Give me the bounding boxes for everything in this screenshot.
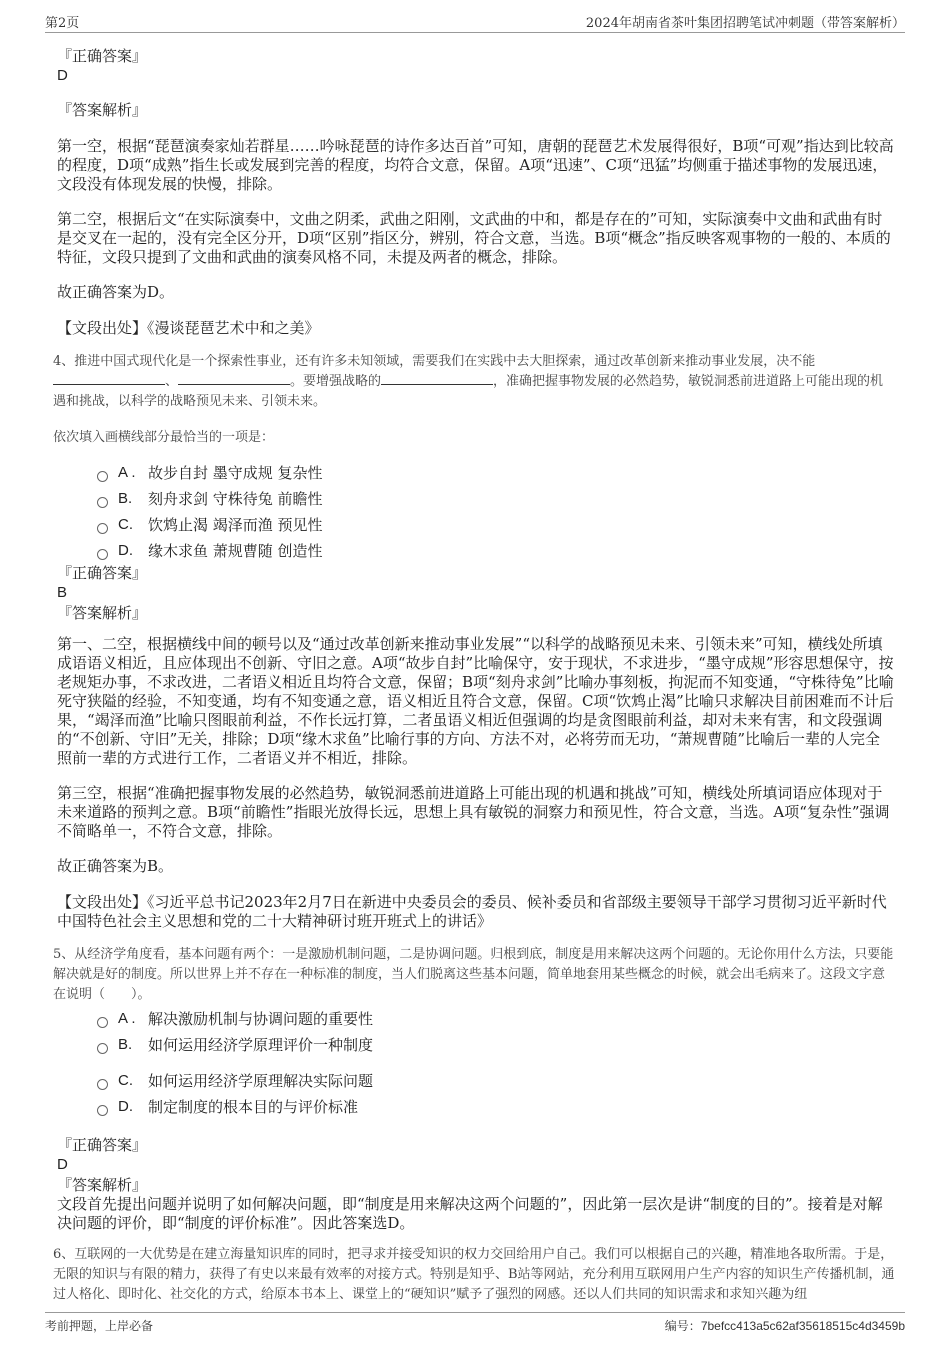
footer-code: 编号：7befcc413a5c62af35618515c4d3459b [664, 1319, 905, 1333]
radio-icon[interactable] [97, 1105, 108, 1116]
q4-analysis-p2: 第三空，根据“准确把握事物发展的必然趋势，敏锐洞悉前进道路上可能出现的机遇和挑战”可知，横线处所填词语应体现对于未来道路的预判之意。B项“前瞻性”指眼光放得长远，思想上具有敏锐的洞察力和预见性，符合文意，当选。A项“复杂性”强调不简略单一，不符合文意，排除。 [57, 784, 890, 840]
q5-analysis: 文段首先提出问题并说明了如何解决问题，即“制度是用来解决这两个问题的”，因此第一层次是讲“制度的目的”。接着是对解决问题的评价，即“制度的评价标准”。因此答案选D。 [57, 1195, 883, 1232]
q4-option-d[interactable]: D. 缘木求鱼 萧规曹随 创造性 [97, 541, 895, 561]
q5-option-c[interactable]: C. 如何运用经济学原理解决实际问题 [97, 1071, 895, 1091]
page-footer [45, 1312, 905, 1338]
main-content [53, 46, 895, 1305]
radio-icon[interactable] [97, 1079, 108, 1090]
q3-answer: D [57, 67, 68, 84]
q5-options [57, 1009, 895, 1117]
q4-options [57, 463, 895, 561]
q3-source: 【文段出处】《漫谈琵琶艺术中和之美》 [57, 319, 320, 337]
radio-icon[interactable] [97, 1017, 108, 1028]
q4-instruction: 依次填入画横线部分最恰当的一项是： [53, 430, 275, 445]
q5-correct-label: 『正确答案』 [57, 1136, 148, 1154]
radio-icon[interactable] [97, 1043, 108, 1054]
q6-stem: 6、互联网的一大优势是在建立海量知识库的同时，把寻求并接受知识的权力交回给用户自己。我们可以根据自己的兴趣，精准地各取所需。于是，无限的知识与有限的精力，获得了有史以来最有效率的对接方式。特别是知乎、B站等网站，充分利用互联网用户生产内容的知识生产传播机制，通过人格化、即时化、社交化的方式，给原本书本上、课堂上的“硬知识”赋予了强烈的网感。还以人们共同的知识需求和求知兴趣为纽 [53, 1247, 895, 1302]
q5-option-a[interactable]: A . 解决激励机制与协调问题的重要性 [97, 1009, 895, 1029]
q4-answer: B [57, 584, 68, 601]
radio-icon[interactable] [97, 497, 108, 508]
q4-analysis-label: 『答案解析』 [57, 604, 148, 622]
q3-analysis-p2: 第二空，根据后文“在实际演奏中，文曲之阴柔，武曲之阳刚，文武曲的中和，都是存在的”可知，实际演奏中文曲和武曲有时是交叉在一起的，没有完全区分开，D项“区别”指区分，辨别，符合文意，当选。B项“概念”指反映客观事物的一般的、本质的特征，文段只提到了文曲和武曲的演奏风格不同，未提及两者的概念，排除。 [57, 210, 891, 266]
q5-stem: 5、从经济学角度看，基本问题有两个：一是激励机制问题，二是协调问题。归根到底，制度是用来解决这两个问题的。无论你用什么方法，只要能解决就是好的制度。所以世界上并不存在一种标准的制度，当人们脱离这些基本问题，简单地套用某些概念的时候，就会出毛病来了。这段文字意在说明（ ）。 [53, 947, 894, 1002]
q4-blank-1 [53, 372, 165, 385]
radio-icon[interactable] [97, 471, 108, 482]
q4-blank-3 [381, 372, 493, 385]
q5-analysis-label: 『答案解析』 [57, 1176, 148, 1194]
page-number: 第2页 [45, 16, 80, 31]
q4-source: 【文段出处】《习近平总书记2023年2月7日在新进中央委员会的委员、候补委员和省部级主要领导干部学习贯彻习近平新时代中国特色社会主义思想和党的二十大精神研讨班开班式上的讲话》 [57, 893, 887, 930]
document-title: 2024年胡南省茶叶集团招聘笔试冲刺题（带答案解析） [585, 16, 905, 31]
q3-analysis-label: 『答案解析』 [57, 101, 148, 119]
q4-correct-label: 『正确答案』 [57, 564, 148, 582]
q4-option-b[interactable]: B. 刻舟求剑 守株待兔 前瞻性 [97, 489, 895, 509]
q4-option-c[interactable]: C. 饮鸩止渴 竭泽而渔 预见性 [97, 515, 895, 535]
radio-icon[interactable] [97, 549, 108, 560]
q4-blank-2 [178, 372, 290, 385]
q3-correct-label: 『正确答案』 [57, 47, 148, 65]
q4-conclusion: 故正确答案为B。 [57, 857, 174, 875]
q5-option-b[interactable]: B. 如何运用经济学原理评价一种制度 [97, 1035, 895, 1055]
radio-icon[interactable] [97, 523, 108, 534]
q3-conclusion: 故正确答案为D。 [57, 283, 175, 301]
q4-stem: 4、推进中国式现代化是一个探索性事业，还有许多未知领域，需要我们在实践中去大胆探索，通过改革创新来推动事业发展，决不能 、 。要增强战略的 ，准确把握事物发展的必然趋势，敏锐洞悉前进道路上可能出现的机遇和挑战，以科学的战略预见未来、引领未来。 [53, 354, 884, 409]
q5-option-d[interactable]: D. 制定制度的根本目的与评价标准 [97, 1097, 895, 1117]
page-header [45, 12, 905, 33]
q4-option-a[interactable]: A . 故步自封 墨守成规 复杂性 [97, 463, 895, 483]
footer-slogan: 考前押题，上岸必备 [45, 1319, 154, 1333]
q4-analysis-p1: 第一、二空，根据横线中间的顿号以及“通过改革创新来推动事业发展”“以科学的战略预见未来、引领未来”可知，横线处所填成语语义相近，且应体现出不创新、守旧之意。A项“故步自封”比喻保守，安于现状，不求进步，“墨守成规”形容思想保守，按老规矩办事，不求改进，二者语义相近且均符合文意，保留；B项“刻舟求剑”比喻办事刻板，拘泥而不知变通，“守株待兔”比喻死守狭隘的经验，不知变通，均有不知变通之意，语义相近且符合文意，保留。C项“饮鸩止渴”比喻只求解决目前困难而不计后果，“竭泽而渔”比喻只图眼前利益，不作长远打算，二者虽语义相近但强调的均是贪图眼前利益，却对未来有害，和文段强调的“不创新、守旧”无关，排除；D项“缘木求鱼”比喻行事的方向、方法不对，必将劳而无功，“萧规曹随”比喻后一辈的人完全照前一辈的方式进行工作，二者语义并不相近，排除。 [57, 635, 894, 767]
q3-analysis-p1: 第一空，根据“琵琶演奏家灿若群星……吟咏琵琶的诗作多达百首”可知，唐朝的琵琶艺术发展得很好，B项“可观”指达到比较高的程度，D项“成熟”指生长或发展到完善的程度，均符合文意，保留。A项“迅速”、C项“迅猛”均侧重于描述事物的发展迅速，文段没有体现发展的快慢，排除。 [57, 137, 894, 193]
q5-answer: D [57, 1156, 68, 1173]
